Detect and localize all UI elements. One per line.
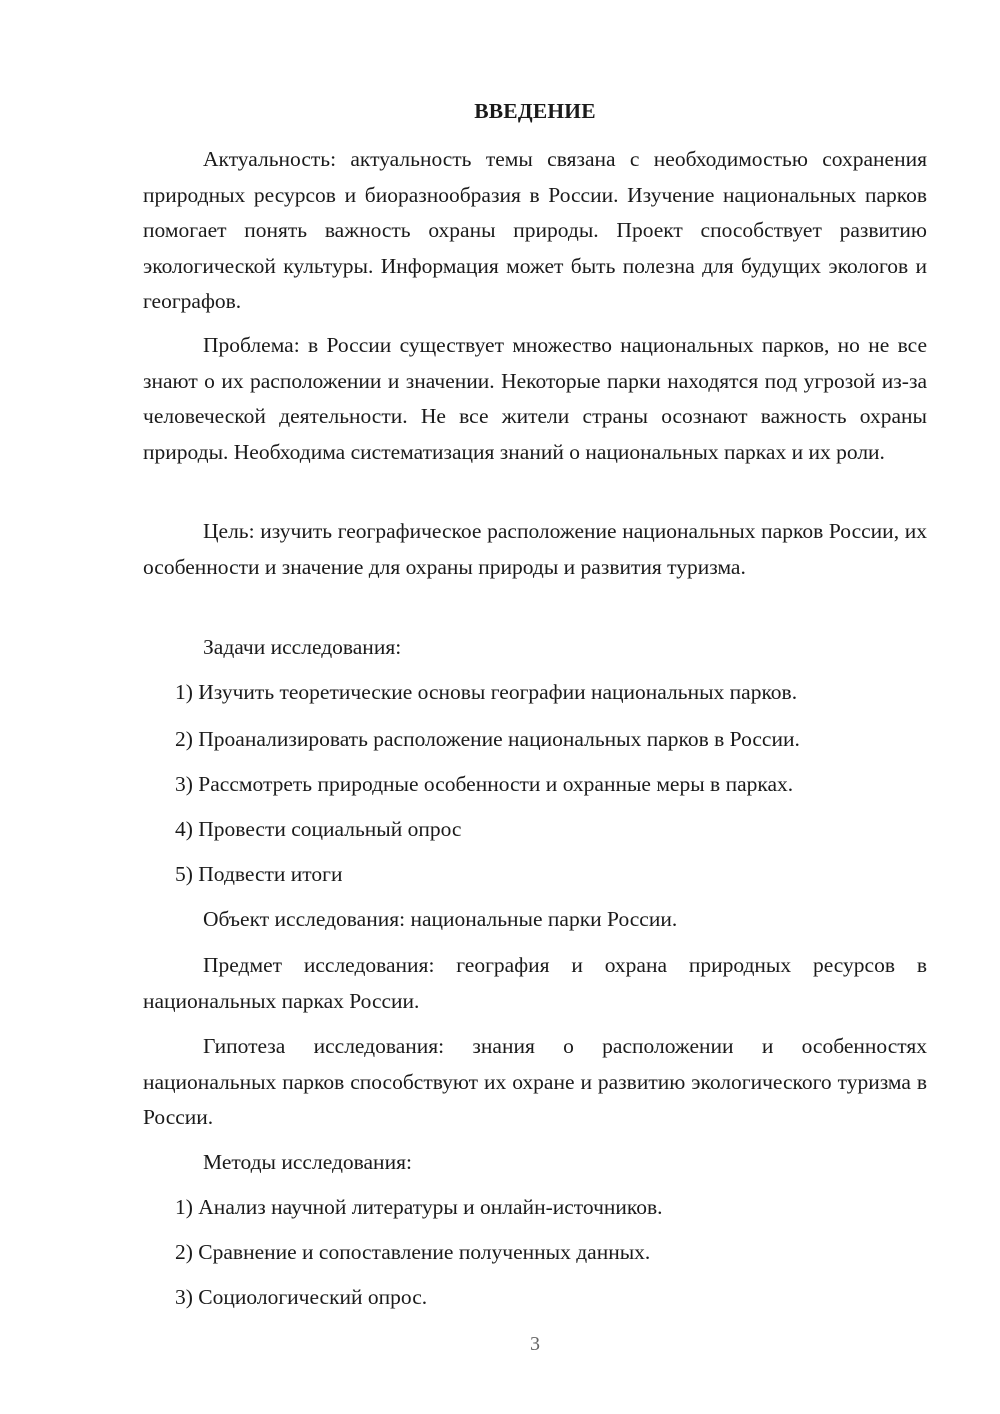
- list-item: 5) Подвести итоги: [175, 862, 343, 886]
- subject-paragraph: Предмет исследования: география и охрана природных ресурсов в национальных парках России.: [143, 953, 927, 1013]
- methods-item-3: [143, 1280, 927, 1316]
- list-item: 3) Социологический опрос.: [175, 1285, 428, 1309]
- relevance-block: [143, 142, 927, 320]
- list-item: 4) Провести социальный опрос: [175, 817, 462, 841]
- tasks-item-3: [143, 767, 927, 803]
- hypothesis-block: [143, 1029, 927, 1136]
- tasks-heading-block: [143, 630, 927, 666]
- hypothesis-paragraph: Гипотеза исследования: знания о расположении и особенностях национальных парков способствуют их охране и развитию экологического туризма в России.: [143, 1034, 927, 1129]
- tasks-heading: Задачи исследования:: [203, 635, 402, 659]
- subject-block: [143, 948, 927, 1019]
- tasks-item-1: [143, 675, 927, 711]
- list-item: 2) Проанализировать расположение национальных парков в России.: [175, 727, 800, 751]
- page-title: ВВЕДЕНИЕ: [474, 99, 596, 123]
- problem-paragraph: Проблема: в России существует множество национальных парков, но не все знают о их расположении и значении. Некоторые парки находятся под угрозой из-за человеческой деятельности. Не все жители страны осознают важность охраны природы. Необходима систематизация знаний о национальных парках и их роли.: [143, 333, 927, 464]
- methods-heading-block: [143, 1145, 927, 1181]
- list-item: 1) Изучить теоретические основы географии национальных парков.: [175, 680, 798, 704]
- list-item: 3) Рассмотреть природные особенности и охранные меры в парках.: [175, 772, 794, 796]
- goal-block: [143, 514, 927, 585]
- methods-item-2: [143, 1235, 927, 1271]
- list-item: 1) Анализ научной литературы и онлайн-источников.: [175, 1195, 663, 1219]
- tasks-item-5: [143, 857, 927, 893]
- tasks-item-2: [143, 722, 927, 758]
- relevance-paragraph: Актуальность: актуальность темы связана с необходимостью сохранения природных ресурсов и биоразнообразия в России. Изучение национальных парков помогает понять важность охраны природы. Проект способствует развитию экологической культуры. Информация может быть полезна для будущих экологов и географов.: [143, 147, 927, 313]
- object-block: [143, 902, 927, 938]
- tasks-item-4: [143, 812, 927, 848]
- goal-paragraph: Цель: изучить географическое расположение национальных парков России, их особенности и значение для охраны природы и развития туризма.: [143, 519, 927, 579]
- methods-item-1: [143, 1190, 927, 1226]
- list-item: 2) Сравнение и сопоставление полученных данных.: [175, 1240, 651, 1264]
- methods-heading: Методы исследования:: [203, 1150, 412, 1174]
- page-number: 3: [530, 1333, 540, 1355]
- object-paragraph: Объект исследования: национальные парки России.: [203, 907, 678, 931]
- problem-block: [143, 328, 927, 470]
